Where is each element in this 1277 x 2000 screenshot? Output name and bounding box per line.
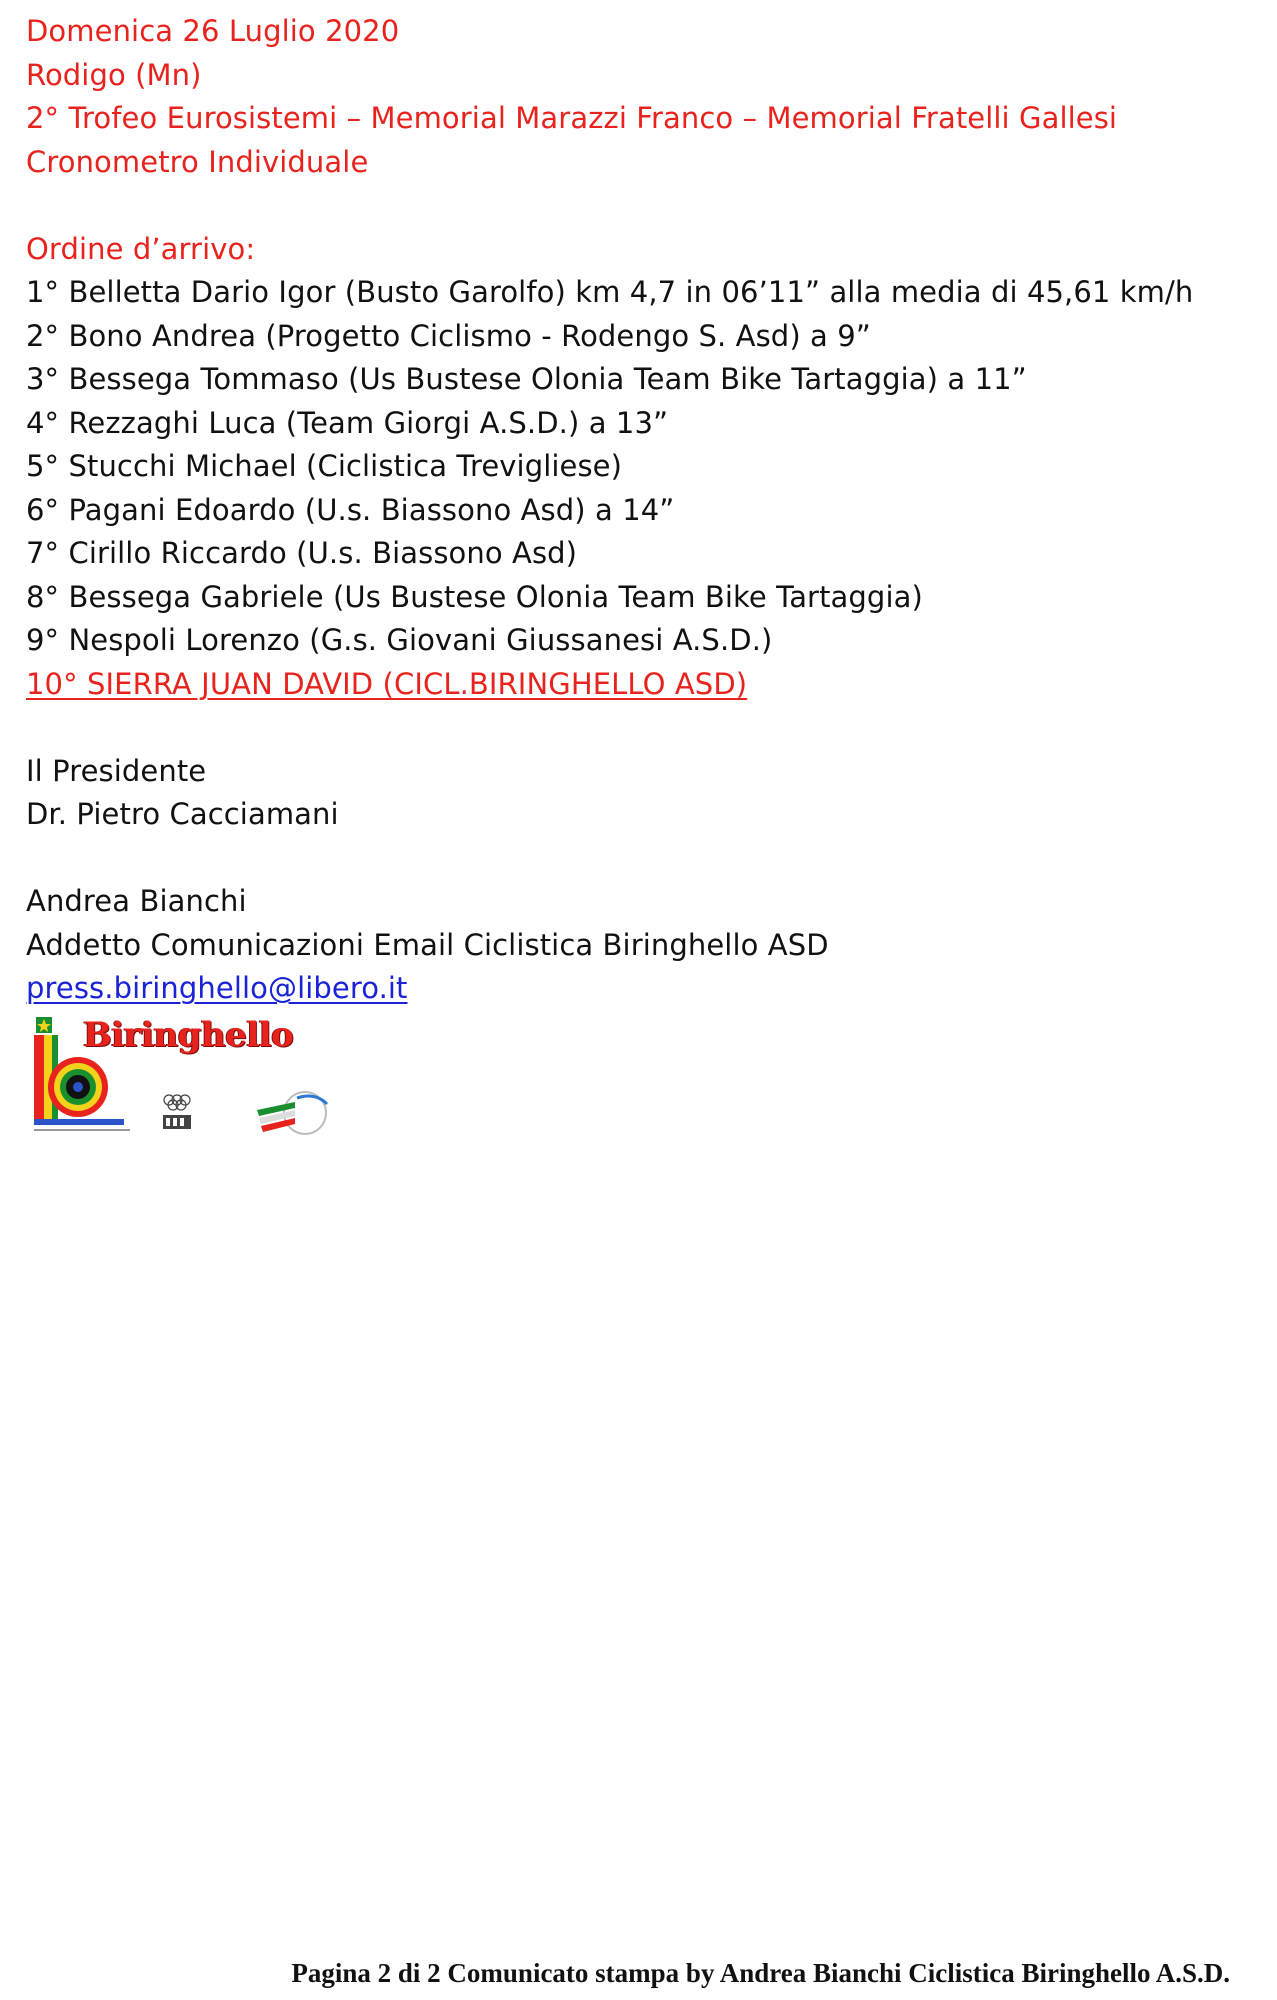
president-name: Dr. Pietro Cacciamani bbox=[26, 797, 339, 831]
event-date: Domenica 26 Luglio 2020 bbox=[26, 14, 400, 48]
page-footer: Pagina 2 di 2 Comunicato stampa by Andrea Bianchi Ciclistica Biringhello A.S.D. bbox=[291, 1958, 1230, 1988]
biringhello-brand-text: Biringhello bbox=[83, 1015, 294, 1055]
result-item-3: 3° Bessega Tommaso (Us Bustese Olonia Team Bike Tartaggia) a 11” bbox=[26, 362, 1027, 396]
president-role: Il Presidente bbox=[26, 753, 207, 788]
result-item-1: 1° Belletta Dario Igor (Busto Garolfo) km 4,7 in 06’11” alla media di 45,61 km/h bbox=[26, 275, 1194, 309]
results-heading: Ordine d’arrivo: bbox=[26, 231, 256, 266]
spacer bbox=[26, 706, 1256, 750]
event-title: 2° Trofeo Eurosistemi – Memorial Marazzi Franco – Memorial Fratelli Gallesi bbox=[26, 101, 1118, 135]
result-item-6: 6° Pagani Edoardo (U.s. Biassono Asd) a 14” bbox=[26, 492, 675, 527]
result-item-2: 2° Bono Andrea (Progetto Ciclismo - Rodengo S. Asd) a 9” bbox=[26, 318, 871, 353]
result-item-9: 9° Nespoli Lorenzo (G.s. Giovani Giussanesi A.S.D.) bbox=[26, 623, 773, 657]
event-location: Rodigo (Mn) bbox=[26, 57, 202, 92]
contact-name: Andrea Bianchi bbox=[26, 884, 247, 918]
result-item-8: 8° Bessega Gabriele (Us Bustese Olonia Team Bike Tartaggia) bbox=[26, 579, 923, 614]
contact-role: Addetto Comunicazioni Email Ciclistica Biringhello ASD bbox=[26, 927, 829, 962]
result-item-4: 4° Rezzaghi Luca (Team Giorgi A.S.D.) a 13” bbox=[26, 405, 669, 440]
spacer bbox=[26, 837, 1256, 881]
press-release-page bbox=[26, 10, 1256, 1011]
logos-block bbox=[30, 1015, 340, 1140]
race-type: Cronometro Individuale bbox=[26, 144, 369, 179]
coni-logo-icon bbox=[160, 1093, 194, 1133]
email-link[interactable]: press.biringhello@libero.it bbox=[26, 971, 408, 1005]
spacer bbox=[26, 184, 1256, 228]
fci-logo-icon bbox=[255, 1090, 335, 1136]
result-item-7: 7° Cirillo Riccardo (U.s. Biassono Asd) bbox=[26, 536, 578, 570]
result-item-10-highlight: 10° SIERRA JUAN DAVID (CICL.BIRINGHELLO ASD) bbox=[26, 666, 748, 701]
result-item-5: 5° Stucchi Michael (Ciclistica Trevigliese) bbox=[26, 449, 623, 483]
